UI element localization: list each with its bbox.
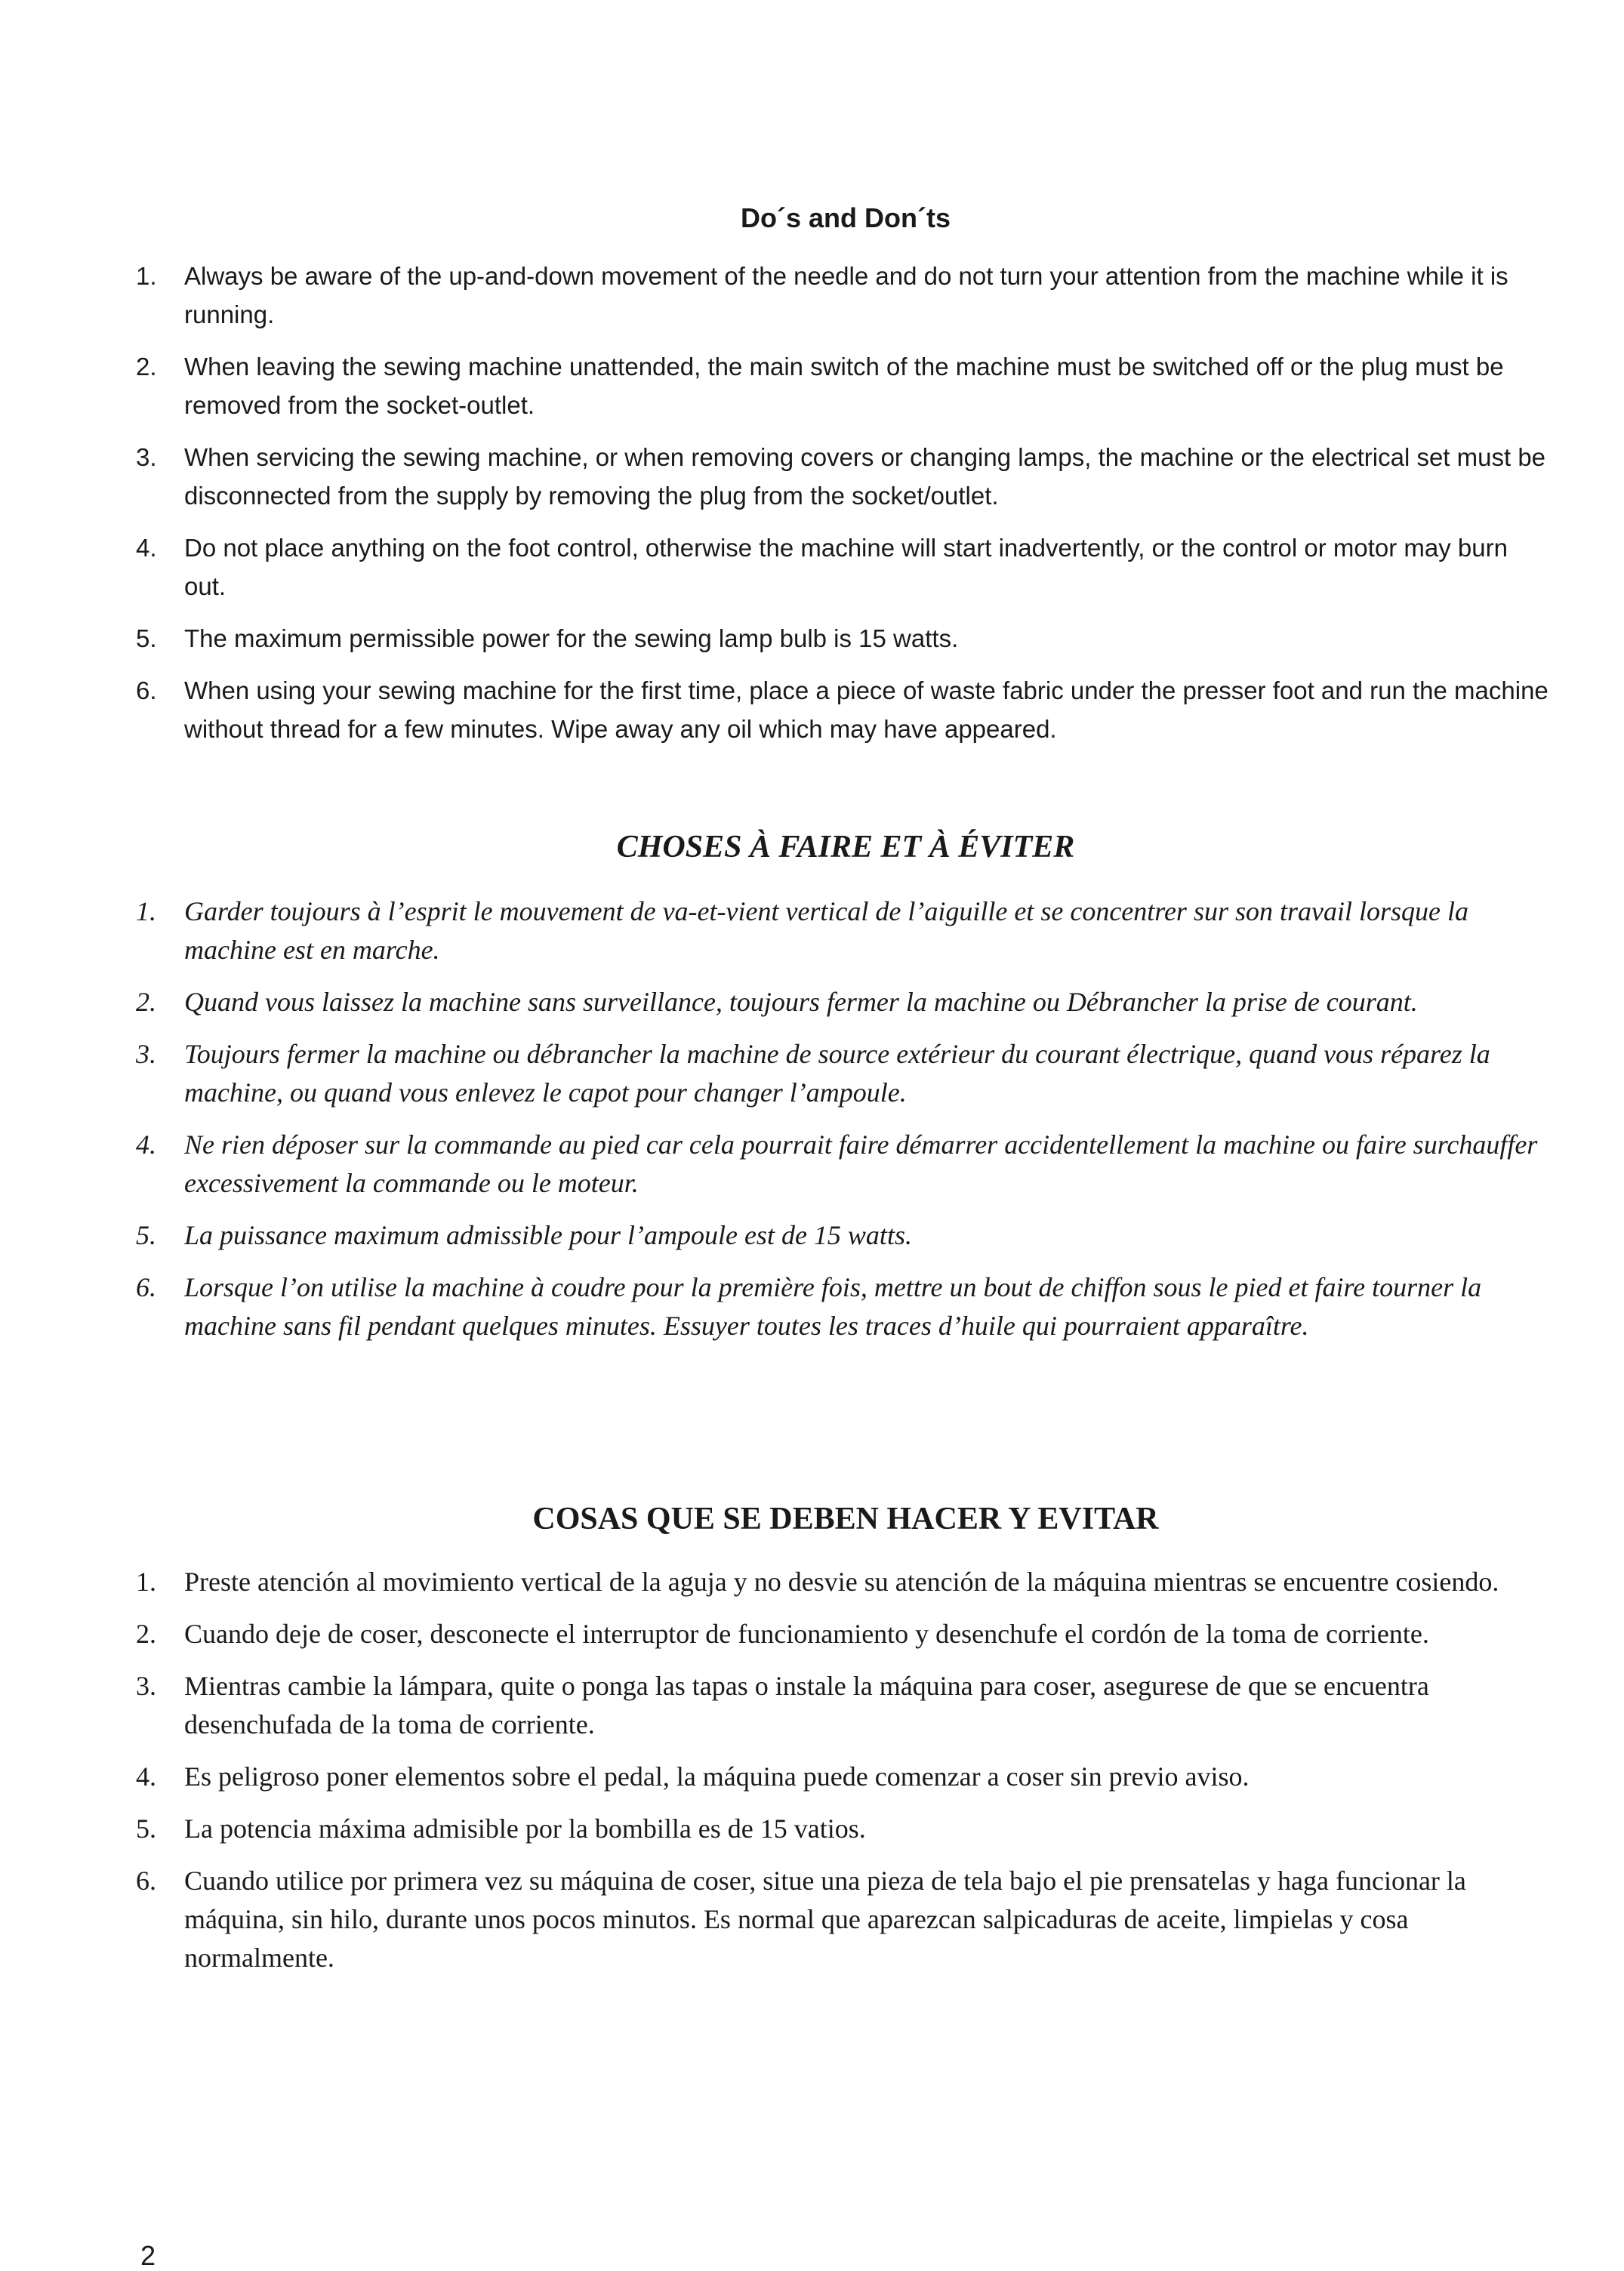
spanish-list: [136, 1563, 1555, 1977]
item-number: 6.: [136, 1866, 156, 1896]
list-item: [136, 1126, 1555, 1203]
item-number: 2.: [136, 1619, 156, 1649]
item-text: Do not place anything on the foot control, otherwise the machine will start inadvertently, or the control or motor may burn out.: [184, 534, 1508, 600]
item-number: 4.: [136, 1761, 156, 1792]
item-text: Lorsque l’on utilise la machine à coudre pour la première fois, mettre un bout de chiffon sous le pied et faire tourner la machine sans fil pendant quelques minutes. Essuyer toutes les traces d’huile qui pourraient apparaître.: [184, 1272, 1482, 1341]
item-number: 4.: [136, 534, 157, 562]
item-number: 5.: [136, 1813, 156, 1844]
list-item: [136, 1216, 1555, 1255]
list-item: [136, 347, 1555, 424]
item-number: 3.: [136, 1671, 156, 1701]
list-item: [136, 671, 1555, 748]
list-item: [136, 1035, 1555, 1112]
spanish-heading: COSAS QUE SE DEBEN HACER Y EVITAR: [532, 1502, 1159, 1536]
item-text: Ne rien déposer sur la commande au pied car cela pourrait faire démarrer accidentellement la machine ou faire surchauffer excessivement la commande ou le moteur.: [184, 1129, 1538, 1198]
french-list: [136, 892, 1555, 1345]
item-text: Mientras cambie la lámpara, quite o ponga las tapas o instale la máquina para coser, asegurese de que se encuentra desenchufada de la toma de corriente.: [184, 1671, 1429, 1739]
item-number: 4.: [136, 1129, 156, 1160]
list-item: [136, 1615, 1555, 1653]
item-number: 3.: [136, 1039, 156, 1069]
spanish-section: [136, 1501, 1555, 1991]
english-section: [136, 202, 1555, 762]
list-item: [136, 1268, 1555, 1345]
list-item: [136, 1758, 1555, 1796]
english-heading: Do´s and Don´ts: [741, 202, 951, 233]
french-heading: CHOSES À FAIRE ET À ÉVITER: [616, 830, 1075, 864]
list-item: [136, 1667, 1555, 1744]
list-item: [136, 1862, 1555, 1977]
item-text: When using your sewing machine for the first time, place a piece of waste fabric under the presser foot and run the machine without thread for a few minutes. Wipe away any oil which may have appeared.: [184, 676, 1549, 743]
item-text: When servicing the sewing machine, or when removing covers or changing lamps, the machine or the electrical set must be disconnected from the supply by removing the plug from the socket/outlet.: [184, 443, 1546, 510]
list-item: [136, 438, 1555, 515]
item-text: Cuando utilice por primera vez su máquina de coser, situe una pieza de tela bajo el pie prensatelas y haga funcionar la máquina, sin hilo, durante unos pocos minutos. Es normal que aparezcan salpicaduras de aceite, limpielas y cosa normalmente.: [184, 1866, 1466, 1973]
french-section: [136, 829, 1555, 1359]
item-number: 2.: [136, 987, 156, 1017]
page-number: 2: [140, 2240, 156, 2271]
item-text: The maximum permissible power for the sewing lamp bulb is 15 watts.: [184, 624, 959, 652]
item-number: 3.: [136, 443, 157, 471]
item-text: Es peligroso poner elementos sobre el pedal, la máquina puede comenzar a coser sin previo aviso.: [184, 1761, 1250, 1792]
item-text: Always be aware of the up-and-down movement of the needle and do not turn your attention from the machine while it is running.: [184, 262, 1508, 328]
list-item: [136, 1810, 1555, 1848]
item-number: 2.: [136, 353, 157, 381]
item-number: 5.: [136, 624, 157, 652]
list-item: [136, 1563, 1555, 1601]
item-number: 1.: [136, 1567, 156, 1597]
item-text: Preste atención al movimiento vertical de la aguja y no desvie su atención de la máquina mientras se encuentre cosiendo.: [184, 1567, 1499, 1597]
item-number: 6.: [136, 676, 157, 704]
item-text: When leaving the sewing machine unattended, the main switch of the machine must be switched off or the plug must be removed from the socket-outlet.: [184, 353, 1504, 419]
list-item: [136, 257, 1555, 334]
item-text: Cuando deje de coser, desconecte el interruptor de funcionamiento y desenchufe el cordón de la toma de corriente.: [184, 1619, 1429, 1649]
list-item: [136, 892, 1555, 969]
list-item: [136, 528, 1555, 605]
item-number: 6.: [136, 1272, 156, 1302]
english-list: [136, 257, 1555, 748]
item-text: La puissance maximum admissible pour l’ampoule est de 15 watts.: [184, 1220, 912, 1250]
item-number: 1.: [136, 896, 156, 926]
item-number: 5.: [136, 1220, 156, 1250]
item-text: La potencia máxima admisible por la bombilla es de 15 vatios.: [184, 1813, 866, 1844]
list-item: [136, 619, 1555, 658]
list-item: [136, 983, 1555, 1021]
item-text: Garder toujours à l’esprit le mouvement de va-et-vient vertical de l’aiguille et se concentrer sur son travail lorsque la machine est en marche.: [184, 896, 1468, 965]
item-number: 1.: [136, 262, 157, 290]
item-text: Toujours fermer la machine ou débrancher la machine de source extérieur du courant électrique, quand vous réparez la machine, ou quand vous enlevez le capot pour changer l’ampoule.: [184, 1039, 1490, 1108]
item-text: Quand vous laissez la machine sans surveillance, toujours fermer la machine ou Débrancher la prise de courant.: [184, 987, 1418, 1017]
